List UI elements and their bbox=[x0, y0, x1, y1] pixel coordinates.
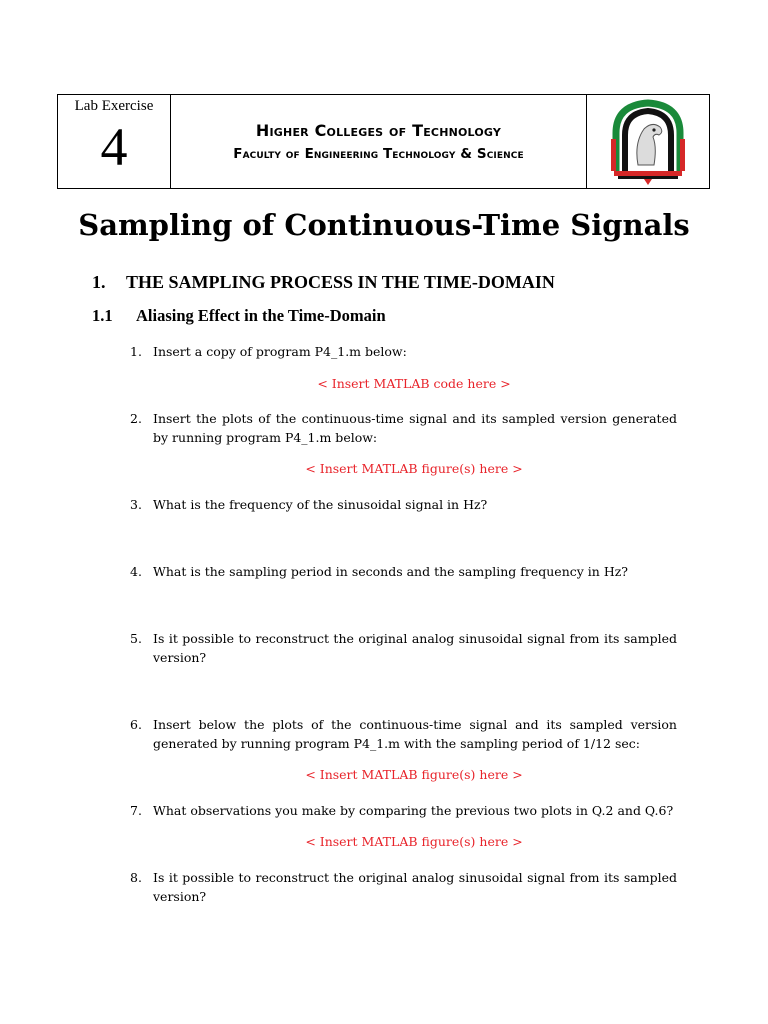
college-logo-icon bbox=[608, 99, 688, 185]
question-text: Is it possible to reconstruct the original analog sinusoidal signal from its sampled version? bbox=[153, 870, 677, 904]
question-7 bbox=[130, 801, 677, 820]
question-number: 6. bbox=[130, 717, 142, 732]
question-number: 8. bbox=[130, 870, 142, 885]
question-number: 7. bbox=[130, 803, 142, 818]
figure-placeholder: < Insert MATLAB figure(s) here > bbox=[305, 834, 523, 849]
question-2 bbox=[130, 409, 677, 447]
question-text: What observations you make by comparing the previous two plots in Q.2 and Q.6? bbox=[153, 803, 674, 818]
question-text: Insert a copy of program P4_1.m below: bbox=[153, 344, 407, 359]
figure-placeholder: < Insert MATLAB figure(s) here > bbox=[305, 767, 523, 782]
subsection-heading bbox=[92, 306, 386, 326]
question-6 bbox=[130, 715, 677, 753]
section-number: 1. bbox=[92, 272, 106, 292]
lab-exercise-number: 4 bbox=[100, 117, 128, 177]
question-1 bbox=[130, 342, 677, 361]
question-number: 1. bbox=[130, 344, 142, 359]
question-text: Is it possible to reconstruct the original analog sinusoidal signal from its sampled version? bbox=[153, 631, 677, 665]
subsection-number: 1.1 bbox=[92, 306, 113, 325]
question-text: Insert the plots of the continuous-time signal and its sampled version generated by running program P4_1.m below: bbox=[153, 411, 677, 445]
page-title: Sampling of Continuous-Time Signals bbox=[78, 208, 690, 242]
question-number: 5. bbox=[130, 631, 142, 646]
question-text: What is the frequency of the sinusoidal signal in Hz? bbox=[153, 497, 488, 512]
lab-exercise-label: Lab Exercise bbox=[74, 98, 154, 114]
question-number: 2. bbox=[130, 411, 142, 426]
section-title: THE SAMPLING PROCESS IN THE TIME-DOMAIN bbox=[126, 272, 555, 292]
question-5 bbox=[130, 629, 677, 667]
institution-cell bbox=[171, 95, 587, 188]
code-placeholder: < Insert MATLAB code here > bbox=[317, 376, 511, 391]
subsection-title: Aliasing Effect in the Time-Domain bbox=[136, 306, 386, 325]
question-text: What is the sampling period in seconds and the sampling frequency in Hz? bbox=[153, 564, 629, 579]
section-heading bbox=[92, 272, 555, 293]
question-8 bbox=[130, 868, 677, 906]
faculty-name: Faculty of Engineering Technology & Science bbox=[233, 146, 524, 162]
logo-cell bbox=[587, 95, 709, 188]
header-box bbox=[57, 94, 710, 189]
lab-exercise-cell bbox=[58, 95, 171, 188]
institution-name: Higher Colleges of Technology bbox=[255, 121, 502, 140]
question-number: 3. bbox=[130, 497, 142, 512]
figure-placeholder: < Insert MATLAB figure(s) here > bbox=[305, 461, 523, 476]
question-3 bbox=[130, 495, 677, 514]
question-text: Insert below the plots of the continuous-time signal and its sampled version generated by running program P4_1.m with the sampling period of 1/12 sec: bbox=[153, 717, 677, 751]
question-number: 4. bbox=[130, 564, 142, 579]
question-4 bbox=[130, 562, 677, 581]
